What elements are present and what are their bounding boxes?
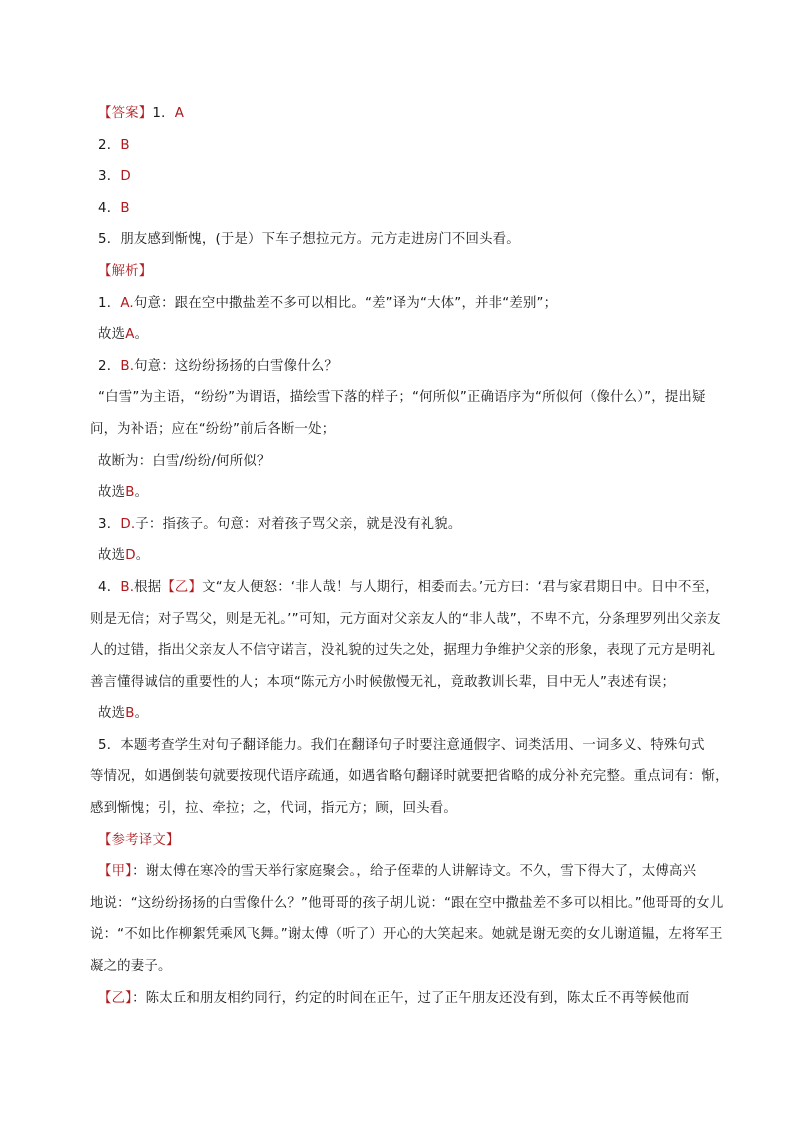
translation-paragraph-line: 凝之的妻子。 [90,959,172,975]
analysis-paragraph-line: 感到惭愧；引，拉、牵拉；之，代词，指元方；顾，回头看。 [90,801,457,817]
conclusion-text: 故选 [98,548,126,564]
conclusion-end: 。 [135,548,150,564]
analysis-number: 5． [98,737,121,753]
analysis-text: 根据 [134,579,162,595]
analysis-answer: B. [120,358,135,374]
answer-item-value: A [174,106,185,121]
answer-item [90,161,730,193]
answer-heading-line [90,98,730,130]
conclusion-end: 。 [134,485,149,501]
translation-heading-line [90,825,730,857]
analysis-number: 1． [98,295,121,311]
analysis-answer: A. [120,295,134,311]
analysis-answer: B. [120,579,135,595]
analysis-conclusion [90,477,730,509]
answer-item-text: 朋友感到惭愧，(于是）下车子想拉元方。元方走进房门不回头看。 [120,232,520,248]
conclusion-answer: D [125,548,136,564]
answer-item-value: B [120,137,130,153]
analysis-text: 句意：这纷纷扬扬的白雪像什么？ [134,358,339,374]
conclusion-answer: B [125,485,135,501]
analysis-number: 2． [98,358,121,374]
analysis-paragraph-line: “白雪”为主语，“纷纷”为谓语，描绘雪下落的样子；“何所似”正确语序为“所似何（像什么）”，提出疑 [98,390,706,406]
analysis-item-3 [90,509,730,541]
answer-item-value: D [120,169,131,185]
translation-paragraph-line: 说：“不如比作柳絮凭乘风飞舞。”谢太傅（听了）开心的大笑起来。她就是谢无奕的女儿谢道韫，左将军王 [90,927,723,943]
analysis-paragraph-line: 故断为：白雪/纷纷/何所似？ [98,453,271,469]
analysis-conclusion [90,540,730,572]
analysis-text: 文“友人便怒：‘非人哉！与人期行，相委而去。’元方曰：‘君与家君期日中。日中不至， [202,579,719,595]
translation-paragraph-line: 地说：“这纷纷扬扬的白雪像什么？”他哥哥的孩子胡儿说：“跟在空中撒盐差不多可以相比。”他哥哥的女儿 [90,895,724,911]
conclusion-text: 故选 [98,706,126,722]
translation-jia-line [90,856,730,888]
analysis-paragraph-line: 则是无信；对子骂父，则是无礼。’”可知，元方面对父亲友人的“非人哉”，不卑不亢，分条理罗列出父亲友 [90,611,721,627]
answer-item [90,193,730,225]
analysis-conclusion [90,698,730,730]
analysis-number: 4． [98,579,121,595]
conclusion-answer: B [125,706,135,722]
analysis-item-5 [90,730,730,762]
analysis-conclusion [90,319,730,351]
answer-item-number: 3． [98,169,121,185]
answer-item-number: 4． [98,200,121,216]
answer-item-number: 1． [152,106,175,121]
conclusion-text: 故选 [98,485,126,501]
analysis-label: 【解析】 [98,263,153,279]
analysis-number: 3． [98,516,121,532]
analysis-text: 本题考查学生对句子翻译能力。我们在翻译句子时要注意通假字、词类活用、一词多义、特殊句式 [120,737,705,753]
conclusion-answer: A [125,327,135,343]
translation-text: ：陈太丘和朋友相约同行，约定的时间在正午，过了正午朋友还没有到，陈太丘不再等候他而 [132,990,690,1006]
text-marker: 【乙】 [161,579,203,595]
translation-label: 【参考译文】 [98,832,180,848]
answer-item [90,224,730,256]
analysis-answer: D. [120,516,136,532]
text-marker: 【甲】 [98,864,133,880]
analysis-paragraph-line: 问，为补语；应在“纷纷”前后各断一处； [90,421,336,437]
analysis-item-1 [90,288,730,320]
analysis-paragraph-line: 等情况，如遇倒装句就要按现代语序疏通，如遇省略句翻译时就要把省略的成分补充完整。重点词有：惭， [90,769,729,785]
analysis-item-4 [90,572,730,604]
answer-item-value: B [120,200,130,216]
answer-item-number: 5． [98,232,121,248]
analysis-item-2 [90,351,730,383]
analysis-paragraph-line: 善言懂得诚信的重要性的人；本项“陈元方小时候傲慢无礼，竟敢教训长辈，目中无人”表述有误； [90,674,676,690]
document-body [90,98,730,1014]
analysis-text: 子：指孩子。句意：对着孩子骂父亲，就是没有礼貌。 [135,516,462,532]
conclusion-text: 故选 [98,327,126,343]
translation-text: ：谢太傅在寒冷的雪天举行家庭聚会。，给子侄辈的人讲解诗文。不久，雪下得大了，太傅高兴 [132,864,697,880]
analysis-text: 句意：跟在空中撒盐差不多可以相比。“差”译为“大体”，并非“差别”； [133,295,558,311]
answer-item [90,130,730,162]
answer-item-number: 2． [98,137,121,153]
conclusion-end: 。 [134,327,149,343]
answer-label: 【答案】 [98,106,153,121]
analysis-heading-line [90,256,730,288]
conclusion-end: 。 [134,706,149,722]
analysis-paragraph-line: 人的过错，指出父亲友人不信守诺言，没礼貌的过失之处，据理力争维护父亲的形象，表现了元方是明礼 [90,643,716,659]
translation-yi-line [90,983,730,1015]
text-marker: 【乙】 [98,990,133,1006]
